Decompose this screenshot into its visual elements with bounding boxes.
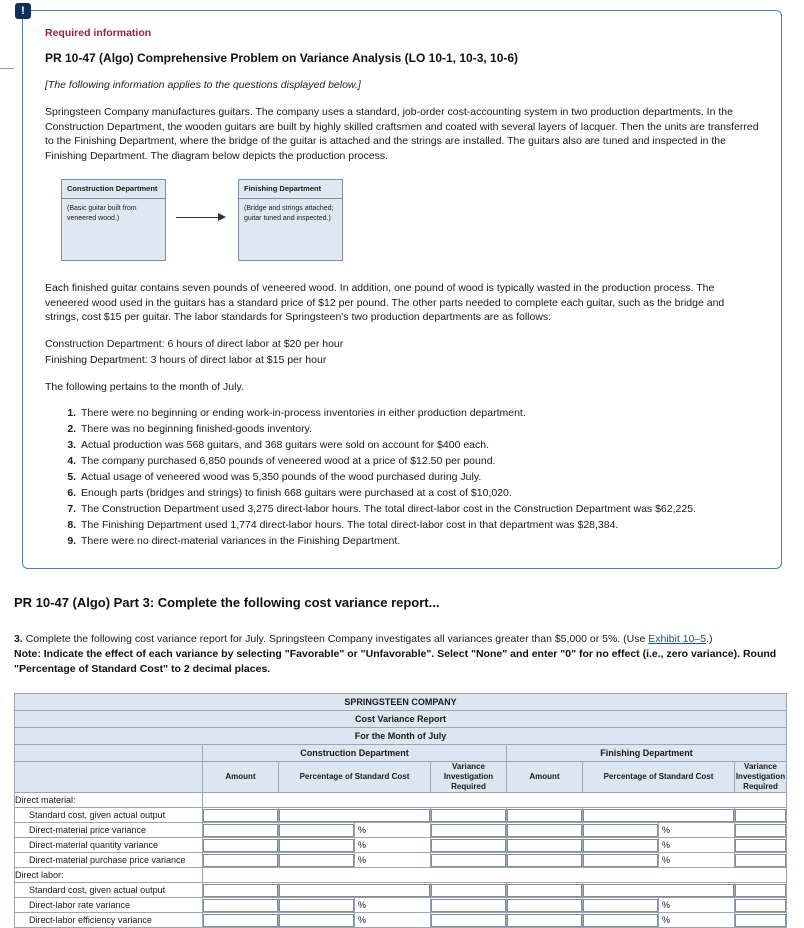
- list-item: 9. There were no direct-material variances in the Finishing Department.: [79, 534, 759, 549]
- required-information-box: [21, 5, 782, 569]
- amount-input-construction[interactable]: [203, 809, 278, 822]
- col-header-percent-construction: Percentage of Standard Cost: [279, 762, 431, 793]
- instruction-text: Complete the following cost variance report for July. Springsteen Company investigates all variances greater than $5,000 or 5%. (Use: [25, 633, 646, 645]
- percent-symbol: %: [662, 900, 671, 910]
- instruction-number: 3.: [14, 633, 23, 645]
- percent-sign-cell-finishing: [659, 853, 735, 868]
- cell-amount[interactable]: [203, 913, 279, 928]
- col-header-investigation-construction: Variance Investigation Required: [431, 762, 507, 793]
- cell-amount[interactable]: [203, 838, 279, 853]
- table-row-company: [15, 694, 787, 711]
- table-row: [15, 823, 787, 838]
- construction-department-title: Construction Department: [62, 180, 165, 199]
- col-header-percent-finishing: Percentage of Standard Cost: [583, 762, 735, 793]
- percent-symbol: %: [358, 900, 367, 910]
- cell-amount[interactable]: [203, 853, 279, 868]
- facts-list: [45, 406, 759, 549]
- cell-investigation[interactable]: [431, 913, 507, 928]
- row-label-dm-quantity-variance: Direct-material quantity variance: [15, 838, 203, 853]
- percent-input-construction[interactable]: [279, 839, 354, 852]
- row-label-dl-efficiency-variance: Direct-labor efficiency variance: [15, 913, 203, 928]
- percent-sign-cell-finishing: [659, 898, 735, 913]
- cell-investigation[interactable]: [431, 823, 507, 838]
- exclamation-icon: !: [15, 3, 31, 19]
- percent-sign-cell-finishing: [659, 913, 735, 928]
- amount-input-finishing[interactable]: [507, 824, 582, 837]
- report-title: Cost Variance Report: [15, 711, 787, 728]
- finishing-department-header: Finishing Department: [507, 745, 787, 762]
- percent-symbol: %: [358, 825, 367, 835]
- july-lead-text: The following pertains to the month of July.: [45, 380, 244, 393]
- percent-symbol: %: [662, 840, 671, 850]
- construction-department-header: Construction Department: [203, 745, 507, 762]
- row-label-direct-labor: Direct labor:: [15, 868, 203, 883]
- cell-investigation[interactable]: [431, 808, 507, 823]
- col-header-amount-finishing: Amount: [507, 762, 583, 793]
- amount-input-construction[interactable]: [203, 899, 278, 912]
- list-item: 5. Actual usage of veneered wood was 5,350 pounds of the wood purchased during July.: [79, 470, 759, 485]
- cell-percent[interactable]: [279, 823, 355, 838]
- part-3-title: PR 10-47 (Algo) Part 3: Complete the following cost variance report...: [14, 595, 440, 610]
- percent-sign-cell-construction: [355, 853, 431, 868]
- cell-investigation[interactable]: [735, 808, 787, 823]
- investigation-input-construction[interactable]: [431, 824, 506, 837]
- cell-investigation[interactable]: [735, 898, 787, 913]
- intro-paragraph: Springsteen Company manufactures guitars. The company uses a standard, job-order cost-accounting system in two production departments. In the Construction Department, the wooden guitars are built by highly skilled craftsmen and coated with several layers of lacquer. Then the units are transferred to the Finishing Department, where the bridge of the guitar is attached and the strings are installed. The guitars also are tuned and inspected in the Finishing Department. The diagram below depicts the production process.: [45, 106, 759, 162]
- amount-input-finishing[interactable]: [507, 914, 582, 927]
- percent-input-finishing[interactable]: [583, 899, 658, 912]
- company-name: SPRINGSTEEN COMPANY: [15, 694, 787, 711]
- cell-percent[interactable]: [583, 838, 659, 853]
- amount-input-finishing[interactable]: [507, 839, 582, 852]
- amount-input-construction[interactable]: [203, 914, 278, 927]
- row-label-direct-material: Direct material:: [15, 793, 203, 808]
- percent-sign-cell-construction: [355, 898, 431, 913]
- cell-percent[interactable]: [279, 808, 431, 823]
- table-row: [15, 838, 787, 853]
- investigation-input-finishing[interactable]: [735, 839, 786, 852]
- finishing-department-box: [238, 179, 343, 261]
- row-label-standard-cost-labor: Standard cost, given actual output: [15, 883, 203, 898]
- amount-input-finishing[interactable]: [507, 884, 582, 897]
- cost-variance-report-table: [14, 693, 787, 928]
- cell-investigation[interactable]: [735, 913, 787, 928]
- cell-investigation[interactable]: [735, 823, 787, 838]
- cell-percent[interactable]: [279, 838, 355, 853]
- required-information-label: Required information: [45, 27, 152, 39]
- amount-input-construction[interactable]: [203, 824, 278, 837]
- percent-symbol: %: [358, 840, 367, 850]
- investigation-input-construction[interactable]: [431, 914, 506, 927]
- percent-sign-cell-finishing: [659, 838, 735, 853]
- percent-sign-cell-finishing: [659, 823, 735, 838]
- table-row-report-title: [15, 711, 787, 728]
- section-empty-cells: [203, 793, 787, 808]
- page-edge-mark: [0, 68, 14, 69]
- list-item: 4. The company purchased 6,850 pounds of veneered wood at a price of $12.50 per pound.: [79, 454, 759, 469]
- exhibit-link[interactable]: Exhibit 10–5: [648, 633, 707, 645]
- investigation-input-construction[interactable]: [431, 809, 506, 822]
- cell-percent[interactable]: [583, 898, 659, 913]
- cell-percent[interactable]: [583, 883, 735, 898]
- percent-input-finishing[interactable]: [583, 839, 658, 852]
- percent-sign-cell-construction: [355, 823, 431, 838]
- table-row: [15, 868, 787, 883]
- col-header-amount-construction: Amount: [203, 762, 279, 793]
- instruction-block: [14, 632, 782, 677]
- list-item: 2. There was no beginning finished-goods inventory.: [79, 422, 759, 437]
- investigation-input-finishing[interactable]: [735, 854, 786, 867]
- list-item: 1. There were no beginning or ending work-in-process inventories in either production department.: [79, 406, 759, 421]
- cell-investigation[interactable]: [431, 838, 507, 853]
- table-row: [15, 853, 787, 868]
- labor-standard-finishing: Finishing Department: 3 hours of direct labor at $15 per hour: [45, 354, 327, 366]
- percent-symbol: %: [358, 915, 367, 925]
- cell-amount[interactable]: [507, 898, 583, 913]
- note-label: Note:: [14, 648, 41, 660]
- report-period: For the Month of July: [15, 728, 787, 745]
- investigation-input-finishing[interactable]: [735, 914, 786, 927]
- row-label-dl-rate-variance: Direct-labor rate variance: [15, 898, 203, 913]
- percent-symbol: %: [662, 825, 671, 835]
- cell-percent[interactable]: [279, 898, 355, 913]
- cell-amount[interactable]: [507, 883, 583, 898]
- problem-title: PR 10-47 (Algo) Comprehensive Problem on Variance Analysis (LO 10-1, 10-3, 10-6): [45, 51, 519, 65]
- row-label-dm-price-variance: Direct-material price variance: [15, 823, 203, 838]
- cell-percent[interactable]: [583, 808, 735, 823]
- investigation-input-finishing[interactable]: [735, 809, 786, 822]
- table-row: [15, 883, 787, 898]
- table-row: [15, 913, 787, 928]
- cell-amount[interactable]: [507, 823, 583, 838]
- percent-input-finishing[interactable]: [583, 824, 658, 837]
- col-header-investigation-finishing: Variance Investigation Required: [735, 762, 786, 791]
- applies-note: [The following information applies to the questions displayed below.]: [45, 79, 361, 91]
- blank-corner-cell-2: [15, 762, 203, 793]
- cell-percent[interactable]: [583, 853, 659, 868]
- list-item: 7. The Construction Department used 3,275 direct-labor hours. The total direct-labor cost in the Construction Department was $62,225.: [79, 502, 759, 517]
- row-label-standard-cost-material: Standard cost, given actual output: [15, 808, 203, 823]
- percent-input-finishing[interactable]: [583, 884, 734, 897]
- percent-symbol: %: [358, 855, 367, 865]
- list-item: 3. Actual production was 568 guitars, and 368 guitars were sold on account for $400 each.: [79, 438, 759, 453]
- investigation-input-finishing[interactable]: [735, 884, 786, 897]
- cell-percent[interactable]: [279, 913, 355, 928]
- percent-input-finishing[interactable]: [583, 914, 658, 927]
- row-label-dm-purchase-price-variance: Direct-material purchase price variance: [15, 853, 203, 868]
- amount-input-construction[interactable]: [203, 839, 278, 852]
- cell-investigation[interactable]: [735, 883, 787, 898]
- percent-input-construction[interactable]: [279, 884, 430, 897]
- percent-input-construction[interactable]: [279, 809, 430, 822]
- amount-input-finishing[interactable]: [507, 854, 582, 867]
- labor-standard-construction: Construction Department: 6 hours of direct labor at $20 per hour: [45, 337, 344, 350]
- cell-amount[interactable]: [203, 808, 279, 823]
- percent-input-finishing[interactable]: [583, 809, 734, 822]
- materials-paragraph: Each finished guitar contains seven pounds of veneered wood. In addition, one pound of wood is typically wasted in the production process. The veneered wood used in the guitars has a standard price of $12 per pound. The other parts needed to complete each guitar, such as the bridge and strings, cost $15 per guitar. The labor standards for Springsteen's two production departments are as follows:: [45, 282, 725, 323]
- cell-amount[interactable]: [507, 838, 583, 853]
- blank-corner-cell: [15, 745, 203, 762]
- cell-investigation[interactable]: [735, 853, 787, 868]
- amount-input-finishing[interactable]: [507, 899, 582, 912]
- finishing-department-title: Finishing Department: [239, 180, 342, 199]
- percent-symbol: %: [662, 915, 671, 925]
- percent-input-construction[interactable]: [279, 824, 354, 837]
- instruction-text-end: .): [706, 633, 713, 645]
- list-item: 6. Enough parts (bridges and strings) to finish 668 guitars were purchased at a cost of $10,020.: [79, 486, 759, 501]
- investigation-input-finishing[interactable]: [735, 824, 786, 837]
- percent-sign-cell-construction: [355, 913, 431, 928]
- section-empty-cells: [203, 868, 787, 883]
- cell-percent[interactable]: [583, 823, 659, 838]
- investigation-input-construction[interactable]: [431, 854, 506, 867]
- cell-amount[interactable]: [203, 883, 279, 898]
- cell-amount[interactable]: [507, 808, 583, 823]
- construction-department-body: (Basic guitar built from veneered wood.): [62, 199, 165, 260]
- cell-investigation[interactable]: [431, 853, 507, 868]
- document-page: [0, 5, 804, 928]
- amount-input-finishing[interactable]: [507, 809, 582, 822]
- cell-percent[interactable]: [583, 913, 659, 928]
- table-row: [15, 898, 787, 913]
- table-row-dept-headers: [15, 745, 787, 762]
- cell-percent[interactable]: [279, 883, 431, 898]
- table-row: [15, 808, 787, 823]
- percent-symbol: %: [662, 855, 671, 865]
- investigation-input-construction[interactable]: [431, 839, 506, 852]
- finishing-department-body: (Bridge and strings attached; guitar tuned and inspected.): [239, 199, 342, 260]
- cell-amount[interactable]: [507, 913, 583, 928]
- investigation-input-construction[interactable]: [431, 899, 506, 912]
- table-row-column-headers: [15, 762, 787, 793]
- construction-department-box: [61, 179, 166, 261]
- percent-input-construction[interactable]: [279, 899, 354, 912]
- percent-input-construction[interactable]: [279, 854, 354, 867]
- note-text: Indicate the effect of each variance by selecting "Favorable" or "Unfavorable". Select "None" and enter "0" for no effect (i.e., zero variance). Round "Percentage of Standard Cost" to 2 decimal places.: [14, 648, 777, 675]
- percent-input-construction[interactable]: [279, 914, 354, 927]
- list-item: 8. The Finishing Department used 1,774 direct-labor hours. The total direct-labor cost in that department was $28,384.: [79, 518, 759, 533]
- cell-amount[interactable]: [203, 898, 279, 913]
- percent-sign-cell-construction: [355, 838, 431, 853]
- cell-investigation[interactable]: [431, 883, 507, 898]
- process-arrow-icon: [166, 179, 238, 241]
- cell-investigation[interactable]: [431, 898, 507, 913]
- percent-input-finishing[interactable]: [583, 854, 658, 867]
- cell-investigation[interactable]: [735, 838, 787, 853]
- table-row-period: [15, 728, 787, 745]
- cell-percent[interactable]: [279, 853, 355, 868]
- investigation-input-construction[interactable]: [431, 884, 506, 897]
- amount-input-construction[interactable]: [203, 854, 278, 867]
- cell-amount[interactable]: [203, 823, 279, 838]
- production-process-diagram: [61, 179, 759, 261]
- investigation-input-finishing[interactable]: [735, 899, 786, 912]
- amount-input-construction[interactable]: [203, 884, 278, 897]
- table-row: [15, 793, 787, 808]
- cell-amount[interactable]: [507, 853, 583, 868]
